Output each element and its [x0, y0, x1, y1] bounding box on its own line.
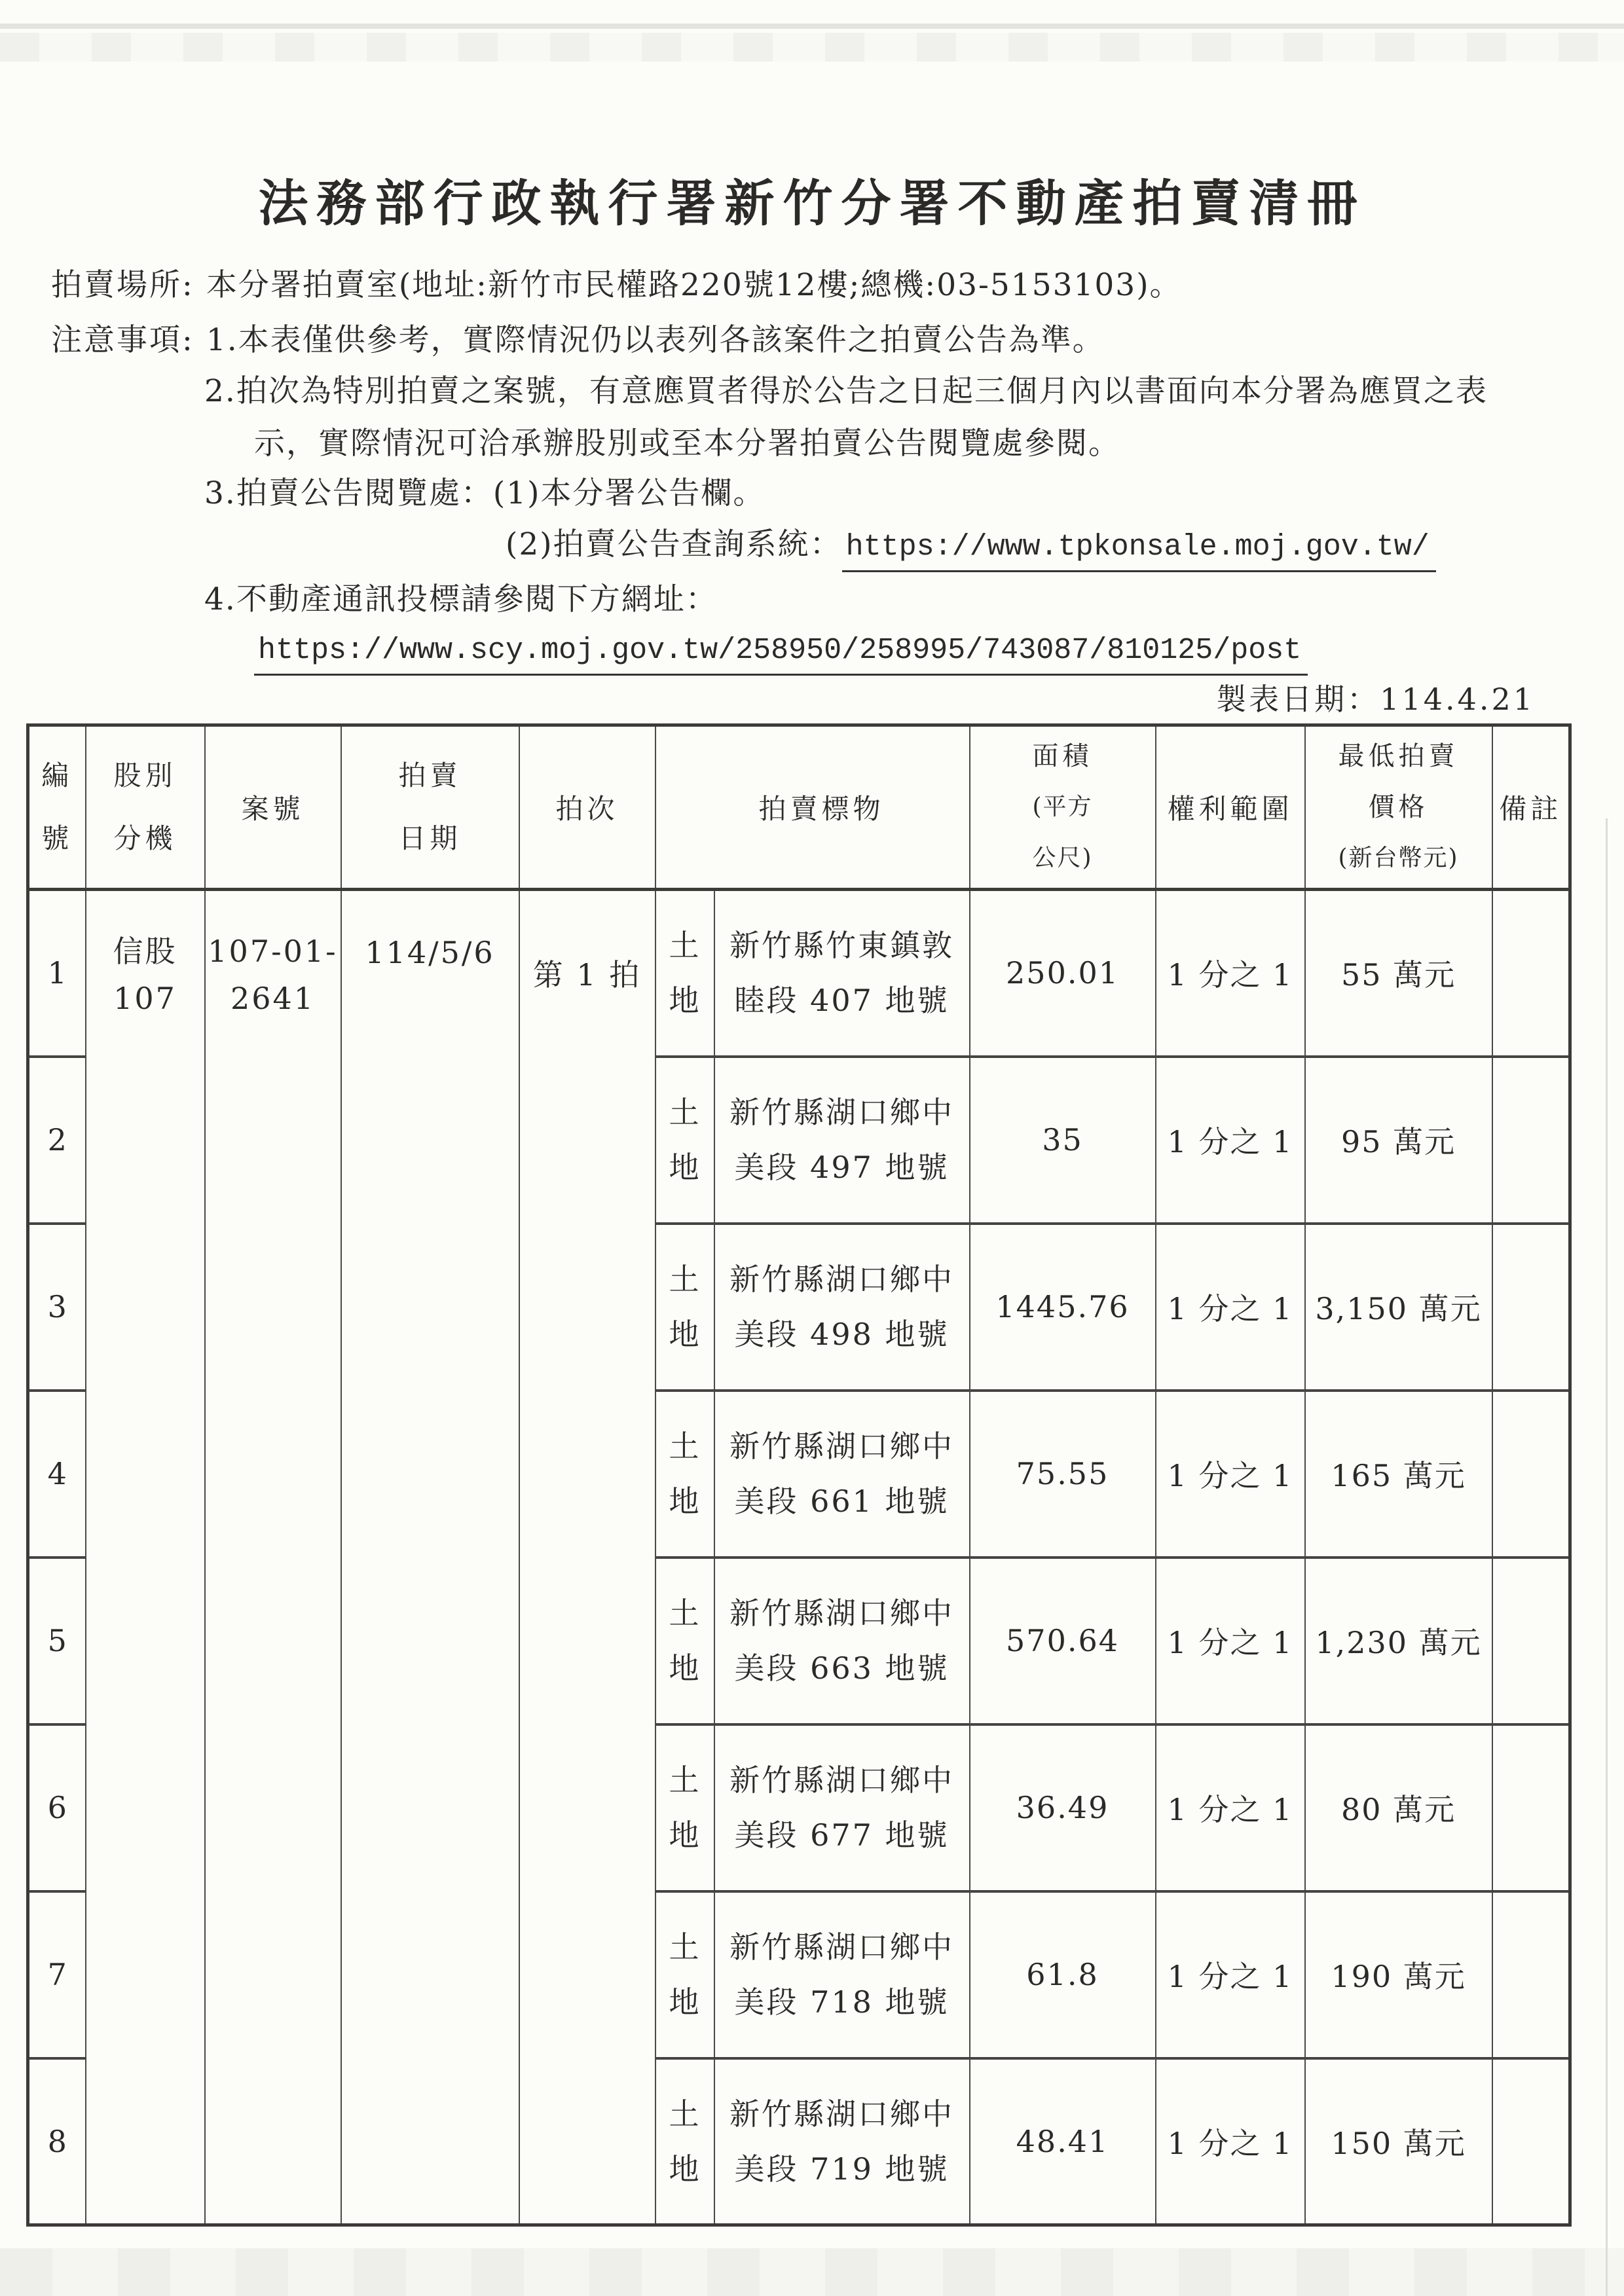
col-header-subject: 拍賣標物: [655, 725, 970, 890]
min-price: 165 萬元: [1305, 1391, 1492, 1558]
notes-label: 注意事項:: [51, 322, 194, 358]
auction-date-cell: 114/5/6: [341, 890, 519, 2225]
rights-scope: 1 分之 1: [1156, 1724, 1305, 1891]
scan-artifact-vertical-line: [1606, 818, 1608, 2296]
auction-table: [26, 723, 1572, 2227]
property-type: 土 地: [655, 1391, 714, 1558]
col-header-area: 面積 (平方 公尺): [970, 725, 1156, 890]
area-value: 48.41: [970, 2058, 1156, 2225]
row-number: 6: [28, 1724, 86, 1891]
scan-artifact-noise-bottom: [0, 2248, 1624, 2296]
rights-scope: 1 分之 1: [1156, 1391, 1305, 1558]
property-type: 土 地: [655, 1891, 714, 2058]
remark: [1492, 2058, 1570, 2225]
row-number: 5: [28, 1558, 86, 1724]
row-number: 7: [28, 1891, 86, 2058]
rights-scope: 1 分之 1: [1156, 890, 1305, 1057]
area-value: 35: [970, 1057, 1156, 1224]
property-type: 土 地: [655, 1558, 714, 1724]
scan-artifact-noise-top: [0, 33, 1624, 62]
property-description: 新竹縣湖口鄉中 美段 718 地號: [714, 1891, 970, 2058]
note-2-line-2: 示，實際情況可洽承辦股別或至本分署拍賣公告閱覽處參閱。: [254, 426, 1120, 462]
remark: [1492, 1724, 1570, 1891]
area-value: 61.8: [970, 1891, 1156, 2058]
col-header-rights: 權利範圍: [1156, 725, 1305, 890]
col-header-case-no: 案號: [205, 725, 341, 890]
row-number: 3: [28, 1224, 86, 1391]
property-description: 新竹縣湖口鄉中 美段 719 地號: [714, 2058, 970, 2225]
note-1-text: 1.本表僅供參考，實際情況仍以表列各該案件之拍賣公告為準。: [206, 322, 1105, 358]
note-2-line-1: 2.拍次為特別拍賣之案號，有意應買者得於公告之日起三個月內以書面向本分署為應買之表: [204, 373, 1488, 409]
venue-text: 本分署拍賣室(地址:新竹市民權路220號12樓;總機:03-5153103)。: [206, 267, 1182, 303]
venue-line: [51, 261, 1182, 304]
property-description: 新竹縣竹東鎮敦 睦段 407 地號: [714, 890, 970, 1057]
note-3b-line: [506, 520, 1436, 564]
min-price: 95 萬元: [1305, 1057, 1492, 1224]
made-date: 製表日期：114.4.21: [1216, 682, 1535, 717]
area-value: 250.01: [970, 890, 1156, 1057]
note-4-text: 4.不動產通訊投標請參閱下方網址：: [204, 581, 718, 617]
property-description: 新竹縣湖口鄉中 美段 497 地號: [714, 1057, 970, 1224]
table-row: [28, 890, 1570, 1057]
remark: [1492, 1391, 1570, 1558]
row-number: 8: [28, 2058, 86, 2225]
page-title: 法務部行政執行署新竹分署不動產拍賣清冊: [258, 174, 1366, 232]
property-description: 新竹縣湖口鄉中 美段 661 地號: [714, 1391, 970, 1558]
property-type: 土 地: [655, 1224, 714, 1391]
rights-scope: 1 分之 1: [1156, 2058, 1305, 2225]
min-price: 3,150 萬元: [1305, 1224, 1492, 1391]
property-type: 土 地: [655, 1724, 714, 1891]
auction-round-cell: 第 1 拍: [519, 890, 655, 2225]
col-header-round: 拍次: [519, 725, 655, 890]
row-number: 2: [28, 1057, 86, 1224]
min-price: 80 萬元: [1305, 1724, 1492, 1891]
remark: [1492, 1558, 1570, 1724]
row-number: 1: [28, 890, 86, 1057]
col-header-branch-ext: 股別 分機: [86, 725, 205, 890]
col-header-remark: 備註: [1492, 725, 1570, 890]
area-value: 1445.76: [970, 1224, 1156, 1391]
auction-query-system-url[interactable]: https://www.tpkonsale.moj.gov.tw/: [842, 530, 1436, 572]
note-3-text: 3.拍賣公告閱覽處：(1)本分署公告欄。: [204, 475, 766, 511]
min-price: 150 萬元: [1305, 2058, 1492, 2225]
area-value: 570.64: [970, 1558, 1156, 1724]
case-number-cell: 107-01- 2641: [205, 890, 341, 2225]
property-type: 土 地: [655, 2058, 714, 2225]
table-header-row: [28, 725, 1570, 890]
property-type: 土 地: [655, 1057, 714, 1224]
col-header-auction-date: 拍賣 日期: [341, 725, 519, 890]
min-price: 190 萬元: [1305, 1891, 1492, 2058]
col-header-number: 編 號: [28, 725, 86, 890]
min-price: 1,230 萬元: [1305, 1558, 1492, 1724]
rights-scope: 1 分之 1: [1156, 1057, 1305, 1224]
rights-scope: 1 分之 1: [1156, 1224, 1305, 1391]
col-header-min-price: 最低拍賣 價格 (新台幣元): [1305, 725, 1492, 890]
remark: [1492, 1057, 1570, 1224]
postal-bid-url-line: [254, 630, 1308, 667]
remark: [1492, 890, 1570, 1057]
property-description: 新竹縣湖口鄉中 美段 663 地號: [714, 1558, 970, 1724]
area-value: 36.49: [970, 1724, 1156, 1891]
rights-scope: 1 分之 1: [1156, 1891, 1305, 2058]
auction-query-system-label: (2)拍賣公告查詢系統：: [506, 526, 842, 562]
postal-bid-url[interactable]: https://www.scy.moj.gov.tw/258950/258995/743087/810125/post: [254, 634, 1308, 676]
case-branch-cell: 信股 107: [86, 890, 205, 2225]
row-number: 4: [28, 1391, 86, 1558]
property-description: 新竹縣湖口鄉中 美段 498 地號: [714, 1224, 970, 1391]
venue-label: 拍賣場所:: [51, 267, 194, 303]
notes-line-1: [51, 316, 1105, 359]
property-type: 土 地: [655, 890, 714, 1057]
remark: [1492, 1891, 1570, 2058]
rights-scope: 1 分之 1: [1156, 1558, 1305, 1724]
min-price: 55 萬元: [1305, 890, 1492, 1057]
remark: [1492, 1224, 1570, 1391]
property-description: 新竹縣湖口鄉中 美段 677 地號: [714, 1724, 970, 1891]
area-value: 75.55: [970, 1391, 1156, 1558]
scan-artifact-band-top: [0, 24, 1624, 29]
